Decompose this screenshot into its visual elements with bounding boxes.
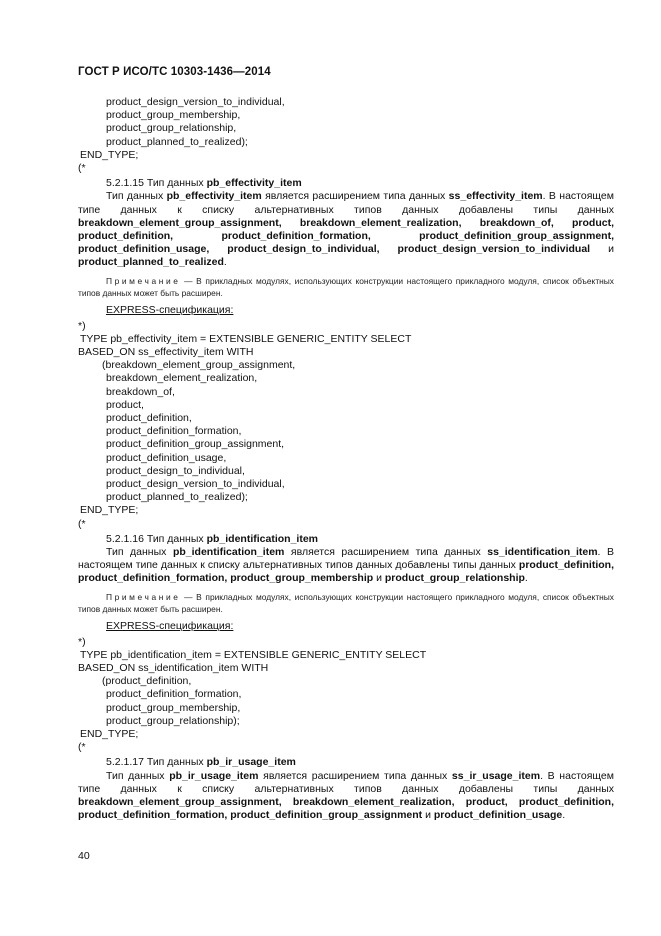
code-line: product_design_to_individual, [106, 464, 245, 477]
code-line: product_planned_to_realized); [106, 135, 248, 148]
code-line: product_definition_formation, [106, 688, 242, 701]
code-line: product_group_membership, [106, 701, 241, 714]
code-line: product_group_relationship); [106, 714, 240, 727]
code-based-on: BASED_ON ss_effectivity_item WITH [78, 346, 254, 359]
code-line: product, [106, 398, 144, 411]
code-line: product_planned_to_realized); [106, 491, 248, 504]
code-line: breakdown_of, [106, 385, 175, 398]
code-block-16 [78, 636, 614, 755]
code-line: product_definition_group_assignment, [106, 438, 285, 451]
code-line: (breakdown_element_group_assignment, [102, 359, 296, 372]
code-line: product_definition_formation, [106, 425, 242, 438]
code-line: breakdown_element_realization, [106, 372, 258, 385]
code-comment-close: *) [78, 635, 86, 648]
express-spec-label-16: EXPRESS-спецификация: [106, 619, 234, 632]
code-line: product_definition_usage, [106, 451, 227, 464]
code-end-type: END_TYPE; [80, 728, 139, 741]
code-type-line: TYPE pb_identification_item = EXTENSIBLE GENERIC_ENTITY SELECT [80, 648, 427, 661]
code-line: product_group_membership, [106, 109, 241, 122]
note-15: Примечание — В прикладных модулях, использующих конструкции настоящего прикладного модуля, список объектных типов данных может быть расширен. [78, 275, 614, 299]
code-comment-open: (* [78, 517, 86, 530]
code-line: product_design_version_to_individual, [106, 96, 285, 108]
section-paragraph-17: Тип данных pb_ir_usage_item является расширением типа данных ss_ir_usage_item. В настоящем типе данных к списку альтернативных типов данных добавлены типы данных breakdown_element_group_assignment, breakdown_element_realization, product, product_definition, product_definition_formation, product_definition_group_assignment и product_definition_usage. [78, 769, 614, 822]
section-heading-16: 5.2.1.16 Тип данных pb_identification_item [106, 532, 319, 545]
section-heading-17: 5.2.1.17 Тип данных pb_ir_usage_item [106, 756, 296, 769]
code-based-on: BASED_ON ss_identification_item WITH [78, 662, 269, 675]
code-block-15 [78, 320, 614, 531]
code-line: (product_definition, [102, 675, 192, 688]
code-comment-open: (* [78, 161, 86, 174]
section-paragraph-15: Тип данных pb_effectivity_item является расширением типа данных ss_effectivity_item. В настоящем типе данных к списку альтернативных типов данных добавлены типы данных breakdown_element_group_assignment, breakdown_element_realization, breakdown_of, product, product_definition, product_definition_formation, product_definition_group_assignment, product_definition_usage, product_design_to_individual, product_design_version_to_individual и product_planned_to_realized. [78, 190, 614, 269]
express-spec-label-15: EXPRESS-спецификация: [106, 303, 234, 316]
section-heading-15: 5.2.1.15 Тип данных pb_effectivity_item [106, 177, 302, 190]
code-line: product_definition, [106, 412, 192, 425]
code-type-line: TYPE pb_effectivity_item = EXTENSIBLE GENERIC_ENTITY SELECT [80, 332, 412, 345]
code-end-type: END_TYPE; [80, 148, 139, 161]
code-line: product_group_relationship, [106, 122, 237, 135]
section-paragraph-16: Тип данных pb_identification_item является расширением типа данных ss_identification_item. В настоящем типе данных к списку альтернативных типов данных добавлены типы данных product_definition, product_definition_formation, product_group_membership и product_group_relationship. [78, 545, 614, 585]
document-header: ГОСТ Р ИСО/ТС 10303-1436—2014 [78, 66, 271, 78]
code-block-continuation [78, 96, 614, 175]
document-body [78, 96, 614, 822]
page-number: 40 [78, 850, 90, 862]
code-end-type: END_TYPE; [80, 504, 139, 517]
code-line: product_design_version_to_individual, [106, 477, 285, 490]
code-comment-open: (* [78, 741, 86, 754]
note-16: Примечание — В прикладных модулях, использующих конструкции настоящего прикладного модуля, список объектных типов данных может быть расширен. [78, 591, 614, 615]
code-comment-close: *) [78, 319, 86, 332]
